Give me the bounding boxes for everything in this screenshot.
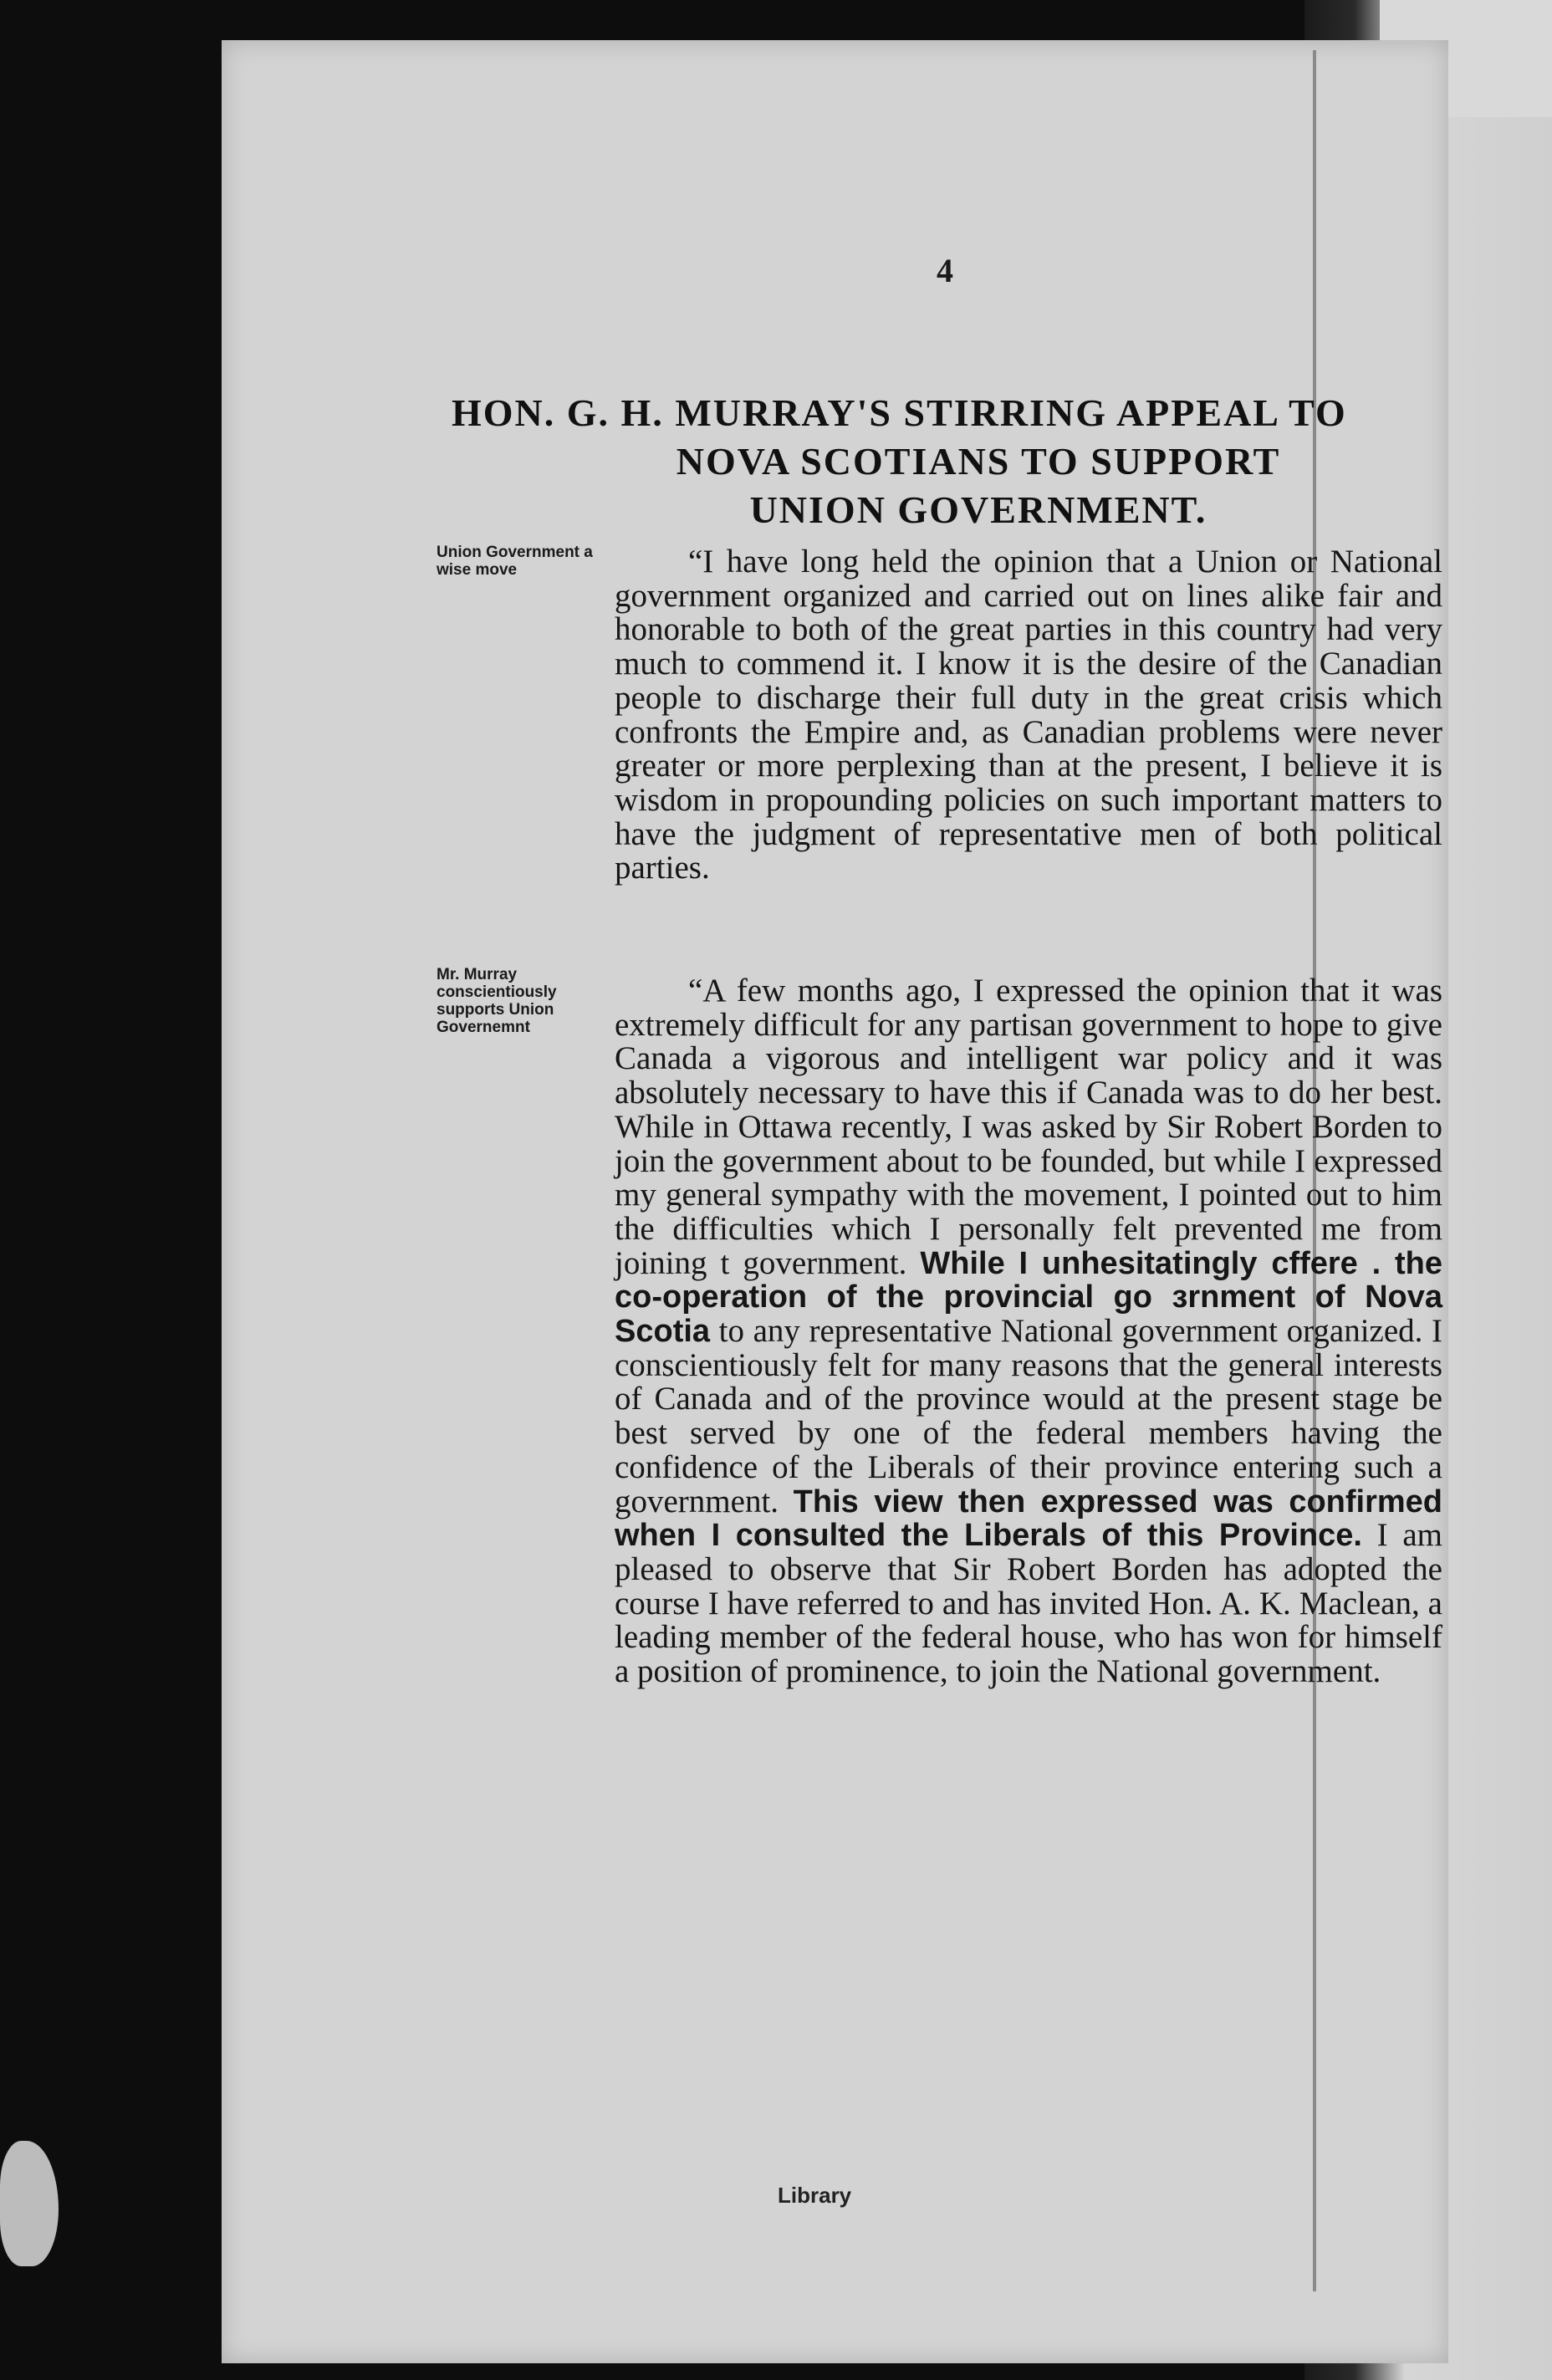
paragraph-2-part-3: I am pleased to observe that Sir Robert Borden has adopted the course I have referred to and has invited Hon. A. K. Maclean, a leading member of the federal house, who has won for himself a position of prominence, to join the National government. [615, 1517, 1443, 1690]
paragraph-2-part-2: to any representative National government organized. I conscientiously felt for many reasons that the general interests of Canada and of the province would at the present stage be best served by one of the federal members having the confidence of the Liberals of their province entering such a government. [615, 1313, 1442, 1519]
margin-note-1: Union Government a wise move [436, 544, 593, 579]
paragraph-2-part-1: “A few months ago, I expressed the opinion that it was extremely difficult for any partisan government to hope to give Canada a vigorous and intelligent war policy and it was absolutely necessary to have this if Canada was to do her best. While in Ottawa recently, I was asked by Sir Robert Borden to join the government about to be founded, but while I expressed my general sympathy with the movement, I pointed out to him the difficulties which I personally felt prevented me from joining t government. [615, 973, 1442, 1281]
heading-line-1: HON. G. H. MURRAY'S STIRRING APPEAL TO [452, 391, 1347, 434]
margin-note-2: Mr. Murray conscientiously supports Union Governemnt [436, 966, 557, 1036]
article-heading [452, 389, 1455, 534]
scan-edge-blot [0, 2141, 59, 2266]
library-stamp: Library [778, 2183, 852, 2208]
heading-line-3: UNION GOVERNMENT. [749, 488, 1207, 531]
paragraph-2 [615, 974, 1442, 1689]
page-number: 4 [937, 252, 953, 289]
paragraph-2-bold-1: While I unhesitatingly сfferе . the co-operation of the provincial go зrnment of Nova Scotia [615, 1245, 1442, 1350]
paragraph-2-bold-2: This view then expressed was confirmed when I consulted the Liberals of this Province. [615, 1484, 1443, 1554]
heading-line-2: NOVA SCOTIANS TO SUPPORT [676, 440, 1281, 483]
paragraph-1: “I have long held the opinion that a Union or National government organized and carried out on lines alike fair and honorable to both of the great parties in this country had very much to commend it. I know it is the desire of the Canadian people to discharge their full duty in the great crisis which confronts the Empire and, as Canadian problems were never greater or more perplexing than at the present, I believe it is wisdom in propounding policies on such important matters to have the judgment of representative men of both political parties. [615, 544, 1442, 886]
